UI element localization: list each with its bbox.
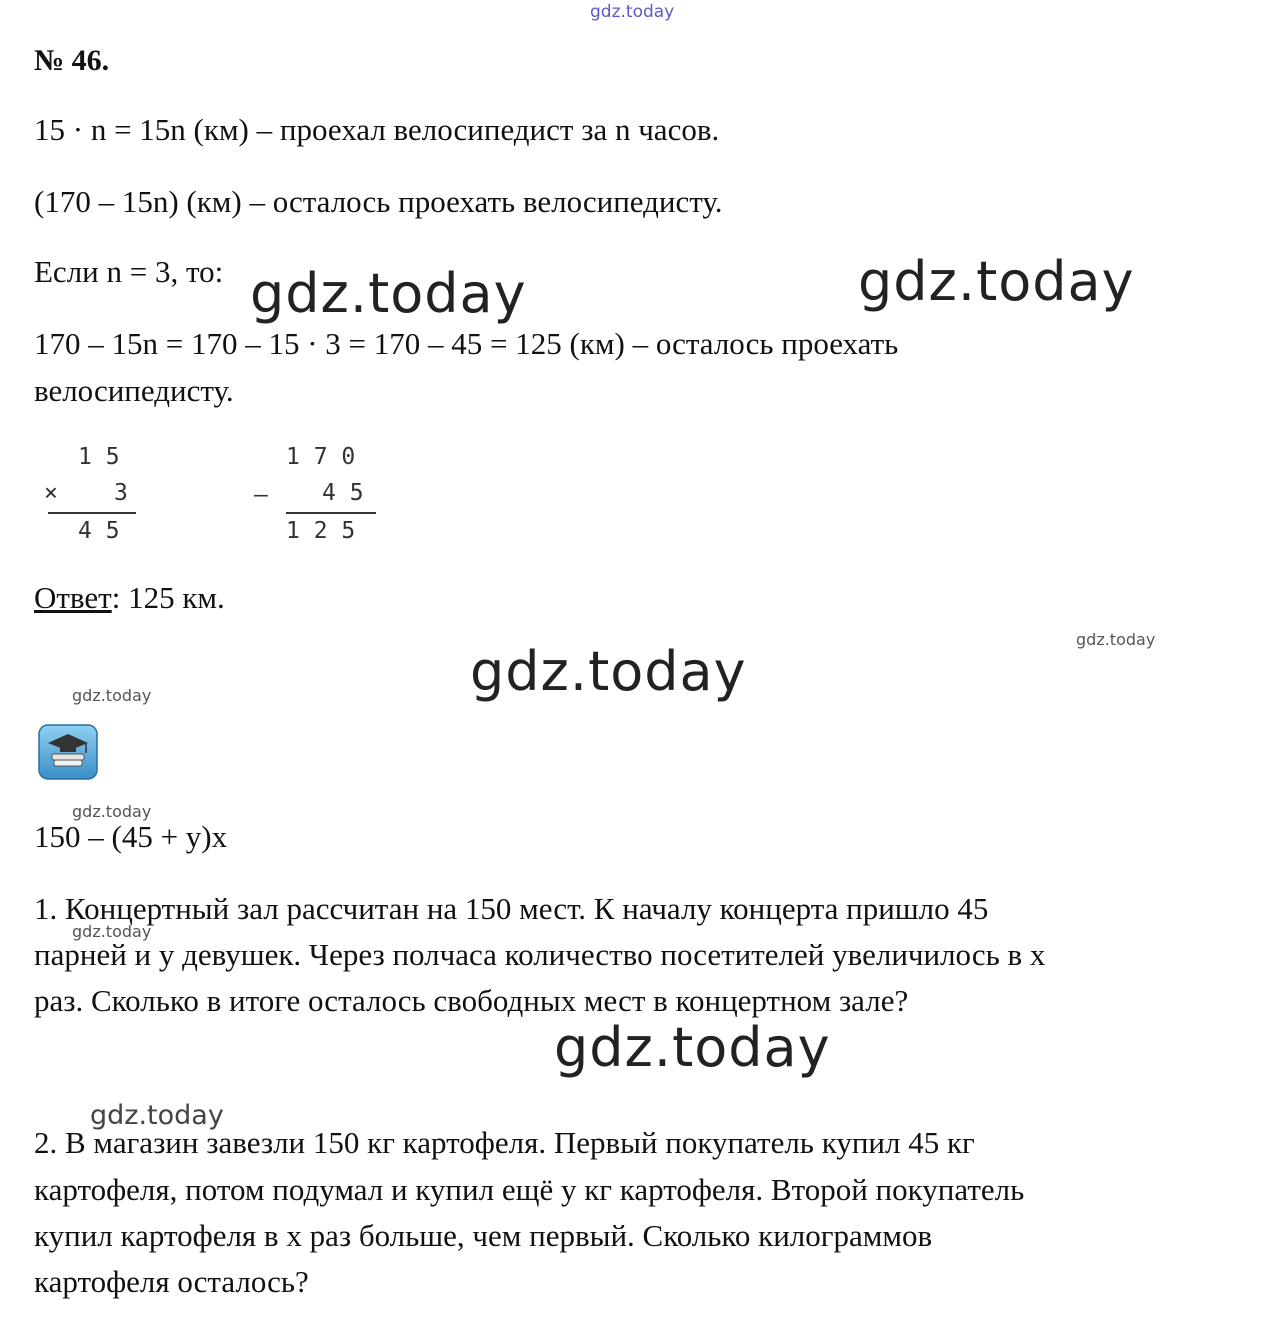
- graduation-cap-books-icon: [38, 724, 98, 780]
- watermark-small-right: gdz.today: [1076, 630, 1156, 649]
- task2-line-1: 2. В магазин завезли 150 кг картофеля. Первый покупатель купил 45 кг: [34, 1125, 975, 1160]
- sub-bar: [286, 512, 376, 514]
- problem-number: № 46.: [34, 44, 110, 77]
- subtraction-column: [250, 440, 390, 550]
- mult-top: 1 5: [78, 444, 120, 470]
- watermark-big-2: gdz.today: [858, 250, 1135, 313]
- task1-line-3: раз. Сколько в итоге осталось свободных мест в концертном зале?: [34, 983, 909, 1018]
- sub-second: 4 5: [322, 480, 364, 506]
- answer-label: Ответ: [34, 580, 112, 615]
- watermark-mid: gdz.today: [90, 1100, 224, 1131]
- mult-sign: ×: [44, 480, 58, 506]
- mult-second: 3: [114, 480, 128, 506]
- task2-line-2: картофеля, потом подумал и купил ещё y кг картофеля. Второй покупатель: [34, 1172, 1025, 1207]
- task1-line-1: 1. Концертный зал рассчитан на 150 мест. К началу концерта пришло 45: [34, 891, 989, 926]
- watermark-small-left-2: gdz.today: [72, 802, 152, 821]
- expression: 150 – (45 + y)x: [34, 819, 228, 854]
- sub-top: 1 7 0: [286, 444, 356, 470]
- solution-line-1: 15 · n = 15n (км) – проехал велосипедист за n часов.: [34, 112, 720, 147]
- task2-line-3: купил картофеля в x раз больше, чем первый. Сколько килограммов: [34, 1218, 933, 1253]
- answer-line: [34, 579, 225, 617]
- solution-line-4: 170 – 15n = 170 – 15 · 3 = 170 – 45 = 125 (км) – осталось проехать: [34, 326, 899, 361]
- sub-result: 1 2 5: [286, 518, 356, 544]
- solution-line-3: Если n = 3, то:: [34, 254, 224, 289]
- solution-line-5: велосипедисту.: [34, 373, 234, 408]
- task1-line-2: парней и y девушек. Через полчаса количество посетителей увеличилось в x: [34, 937, 1046, 972]
- watermark-small-left-1: gdz.today: [72, 686, 152, 705]
- watermark-big-1: gdz.today: [250, 262, 527, 325]
- watermark-big-3: gdz.today: [470, 640, 747, 703]
- solution-line-2: (170 – 15n) (км) – осталось проехать велосипедисту.: [34, 184, 723, 219]
- watermark-big-4: gdz.today: [554, 1016, 831, 1079]
- multiplication-column: [40, 440, 150, 550]
- watermark-top: gdz.today: [590, 2, 675, 22]
- mult-bar: [48, 512, 136, 514]
- watermark-small-left-3: gdz.today: [72, 922, 152, 941]
- answer-value: : 125 км.: [111, 580, 225, 615]
- mult-result: 4 5: [78, 518, 120, 544]
- task2-line-4: картофеля осталось?: [34, 1264, 309, 1299]
- sub-sign: –: [254, 482, 268, 508]
